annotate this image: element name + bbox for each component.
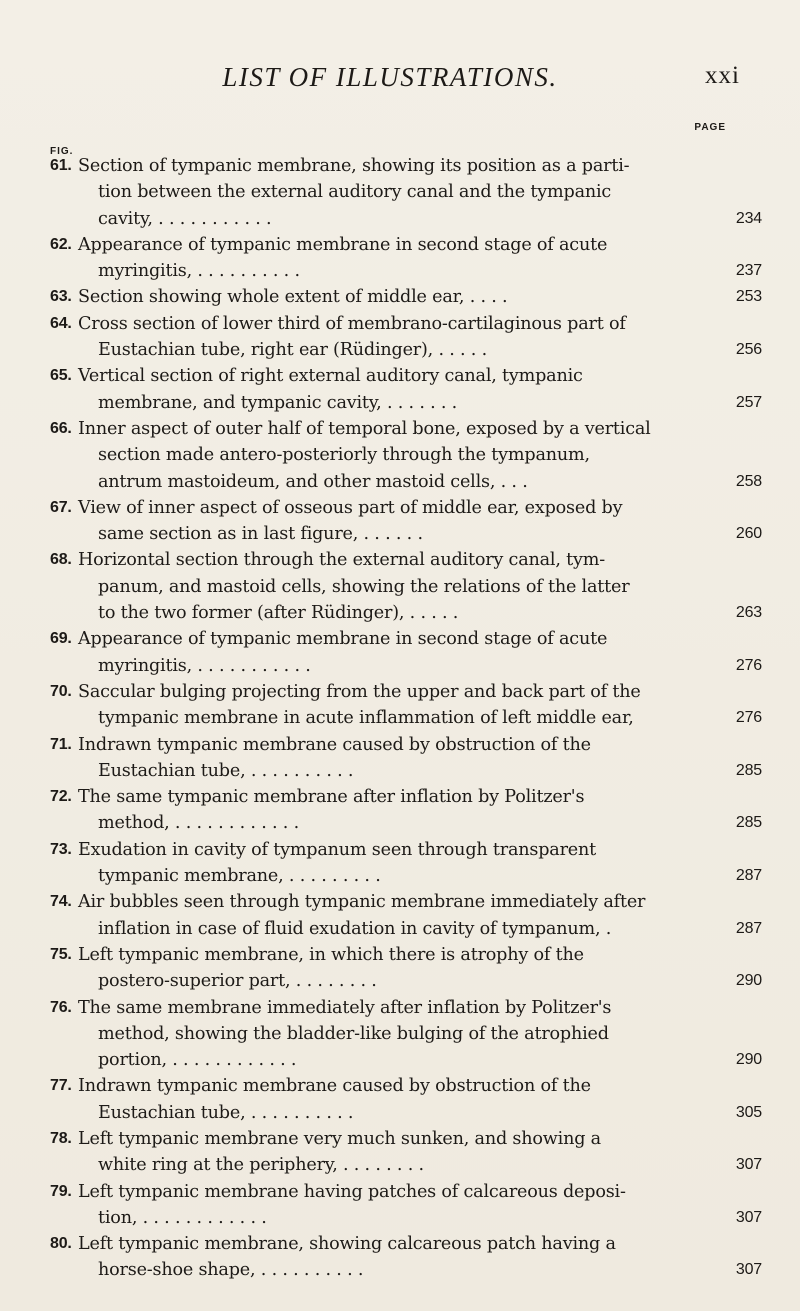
list-item bbox=[50, 232, 762, 285]
figure-number: 78. bbox=[50, 1129, 72, 1147]
figure-caption bbox=[78, 416, 720, 495]
figure-number: 66. bbox=[50, 419, 72, 437]
figure-caption bbox=[78, 1179, 720, 1232]
page-reference: 307 bbox=[735, 1261, 762, 1279]
list-item bbox=[50, 416, 762, 495]
caption-line: portion, . . . . . . . . . . . . bbox=[98, 1050, 297, 1071]
figure-number: 80. bbox=[50, 1235, 72, 1253]
figure-number: 64. bbox=[50, 314, 72, 332]
figure-caption bbox=[78, 547, 720, 626]
page-number: xxi bbox=[705, 62, 740, 89]
figure-number: 73. bbox=[50, 840, 72, 858]
list-item bbox=[50, 153, 762, 232]
caption-line: horse-shoe shape, . . . . . . . . . . bbox=[98, 1260, 364, 1281]
list-item bbox=[50, 1073, 762, 1126]
page-reference: 253 bbox=[735, 288, 762, 306]
page-reference: 285 bbox=[735, 761, 762, 779]
page-reference: 234 bbox=[735, 209, 762, 227]
caption-line: Air bubbles seen through tympanic membrane immediately after bbox=[78, 892, 646, 913]
caption-line: Inner aspect of outer half of temporal bone, exposed by a vertical bbox=[78, 418, 651, 439]
figure-number: 67. bbox=[50, 498, 72, 516]
list-item bbox=[50, 1231, 762, 1284]
list-item bbox=[50, 942, 762, 995]
page-reference: 287 bbox=[735, 919, 762, 937]
list-item bbox=[50, 784, 762, 837]
column-headings bbox=[0, 122, 800, 157]
caption-line: tympanic membrane in acute inflammation of left middle ear, bbox=[98, 708, 634, 729]
figure-number: 72. bbox=[50, 788, 72, 806]
caption-line: method, . . . . . . . . . . . . bbox=[98, 813, 299, 834]
page-reference: 305 bbox=[735, 1103, 762, 1121]
caption-line: inflation in case of fluid exudation in cavity of tympanum, . bbox=[98, 918, 612, 939]
caption-line: Section of tympanic membrane, showing its position as a parti- bbox=[78, 156, 630, 176]
caption-line: Eustachian tube, . . . . . . . . . . bbox=[98, 760, 354, 781]
figure-caption bbox=[78, 942, 720, 995]
list-item bbox=[50, 1179, 762, 1232]
caption-line: The same membrane immediately after inflation by Politzer's bbox=[78, 997, 612, 1018]
figure-number: 69. bbox=[50, 630, 72, 648]
page-reference: 307 bbox=[735, 1208, 762, 1226]
running-title: LIST OF ILLUSTRATIONS. bbox=[222, 62, 558, 92]
caption-line: method, showing the bladder-like bulging of the atrophied bbox=[98, 1023, 609, 1044]
list-item bbox=[50, 363, 762, 416]
figure-caption bbox=[78, 732, 720, 785]
page-reference: 290 bbox=[735, 972, 762, 990]
caption-line: Section showing whole extent of middle ear, . . . . bbox=[78, 287, 508, 308]
figure-caption bbox=[78, 1231, 720, 1284]
figure-caption bbox=[78, 1126, 720, 1179]
caption-line: white ring at the periphery, . . . . . . . . bbox=[98, 1155, 424, 1176]
illustration-list bbox=[50, 153, 762, 1284]
figure-number: 71. bbox=[50, 735, 72, 753]
figure-caption bbox=[78, 679, 720, 732]
running-head bbox=[0, 62, 800, 102]
caption-line: Vertical section of right external auditory canal, tympanic bbox=[78, 366, 583, 387]
figure-caption bbox=[78, 626, 720, 679]
caption-line: tympanic membrane, . . . . . . . . . bbox=[98, 866, 381, 887]
figure-number: 77. bbox=[50, 1077, 72, 1095]
list-item bbox=[50, 995, 762, 1074]
caption-line: same section as in last figure, . . . . . . bbox=[98, 524, 423, 545]
caption-line: antrum mastoideum, and other mastoid cells, . . . bbox=[98, 471, 528, 492]
figure-caption bbox=[78, 495, 720, 548]
caption-line: View of inner aspect of osseous part of middle ear, exposed by bbox=[78, 497, 623, 518]
figure-number: 65. bbox=[50, 367, 72, 385]
figure-caption bbox=[78, 1073, 720, 1126]
figure-number: 74. bbox=[50, 893, 72, 911]
figure-caption bbox=[78, 153, 720, 232]
figure-number: 61. bbox=[50, 157, 72, 174]
list-item bbox=[50, 495, 762, 548]
caption-line: postero-superior part, . . . . . . . . bbox=[98, 971, 377, 992]
caption-line: Left tympanic membrane very much sunken, and showing a bbox=[78, 1128, 601, 1149]
caption-line: Eustachian tube, . . . . . . . . . . bbox=[98, 1102, 354, 1123]
figure-number: 79. bbox=[50, 1182, 72, 1200]
page-reference: 307 bbox=[735, 1156, 762, 1174]
figure-caption bbox=[78, 995, 720, 1074]
figure-number: 62. bbox=[50, 235, 72, 253]
caption-line: myringitis, . . . . . . . . . . . bbox=[98, 655, 311, 676]
page-reference: 263 bbox=[735, 604, 762, 622]
caption-line: section made antero-posteriorly through the tympanum, bbox=[98, 445, 590, 466]
caption-line: Left tympanic membrane having patches of calcareous deposi- bbox=[78, 1181, 626, 1202]
list-item bbox=[50, 547, 762, 626]
page-reference: 285 bbox=[735, 814, 762, 832]
caption-line: panum, and mastoid cells, showing the relations of the latter bbox=[98, 576, 630, 597]
caption-line: cavity, . . . . . . . . . . . bbox=[98, 208, 272, 229]
figure-number: 63. bbox=[50, 288, 72, 306]
list-item bbox=[50, 311, 762, 364]
list-item bbox=[50, 284, 762, 310]
figure-number: 76. bbox=[50, 998, 72, 1016]
page-reference: 256 bbox=[735, 341, 762, 359]
caption-line: Cross section of lower third of membrano-cartilaginous part of bbox=[78, 313, 626, 334]
figure-number: 68. bbox=[50, 551, 72, 569]
page-column-heading: PAGE bbox=[694, 122, 726, 133]
caption-line: tion, . . . . . . . . . . . . bbox=[98, 1207, 267, 1228]
figure-caption bbox=[78, 889, 720, 942]
figure-number: 75. bbox=[50, 945, 72, 963]
caption-line: Appearance of tympanic membrane in second stage of acute bbox=[78, 234, 608, 255]
page-reference: 260 bbox=[735, 525, 762, 543]
caption-line: Horizontal section through the external auditory canal, tym- bbox=[78, 550, 605, 571]
list-item bbox=[50, 1126, 762, 1179]
caption-line: to the two former (after Rüdinger), . . . . . bbox=[98, 603, 459, 624]
caption-line: membrane, and tympanic cavity, . . . . . . . bbox=[98, 392, 458, 413]
list-item bbox=[50, 837, 762, 890]
figure-caption bbox=[78, 284, 720, 310]
caption-line: Exudation in cavity of tympanum seen through transparent bbox=[78, 839, 597, 860]
page-reference: 237 bbox=[735, 262, 762, 280]
figure-caption bbox=[78, 837, 720, 890]
list-item bbox=[50, 732, 762, 785]
list-item bbox=[50, 889, 762, 942]
figure-caption bbox=[78, 311, 720, 364]
caption-line: tion between the external auditory canal and the tympanic bbox=[98, 182, 612, 203]
caption-line: Appearance of tympanic membrane in second stage of acute bbox=[78, 629, 608, 650]
figure-caption bbox=[78, 363, 720, 416]
figure-caption bbox=[78, 784, 720, 837]
caption-line: The same tympanic membrane after inflation by Politzer's bbox=[78, 787, 585, 808]
caption-line: Left tympanic membrane, in which there is atrophy of the bbox=[78, 944, 584, 965]
caption-line: Indrawn tympanic membrane caused by obstruction of the bbox=[78, 1076, 591, 1097]
caption-line: Left tympanic membrane, showing calcareous patch having a bbox=[78, 1234, 616, 1255]
figure-number: 70. bbox=[50, 682, 72, 700]
caption-line: Indrawn tympanic membrane caused by obstruction of the bbox=[78, 734, 591, 755]
page-reference: 257 bbox=[735, 393, 762, 411]
caption-line: Saccular bulging projecting from the upper and back part of the bbox=[78, 681, 641, 702]
list-item bbox=[50, 626, 762, 679]
page-reference: 276 bbox=[735, 709, 762, 727]
caption-line: Eustachian tube, right ear (Rüdinger), . . . . . bbox=[98, 340, 487, 361]
list-item bbox=[50, 679, 762, 732]
caption-line: myringitis, . . . . . . . . . . bbox=[98, 261, 300, 282]
page-reference: 290 bbox=[735, 1051, 762, 1069]
fig-column-heading: FIG. bbox=[50, 146, 74, 157]
page-reference: 276 bbox=[735, 656, 762, 674]
figure-caption bbox=[78, 232, 720, 285]
page-reference: 287 bbox=[735, 867, 762, 885]
page-reference: 258 bbox=[735, 472, 762, 490]
